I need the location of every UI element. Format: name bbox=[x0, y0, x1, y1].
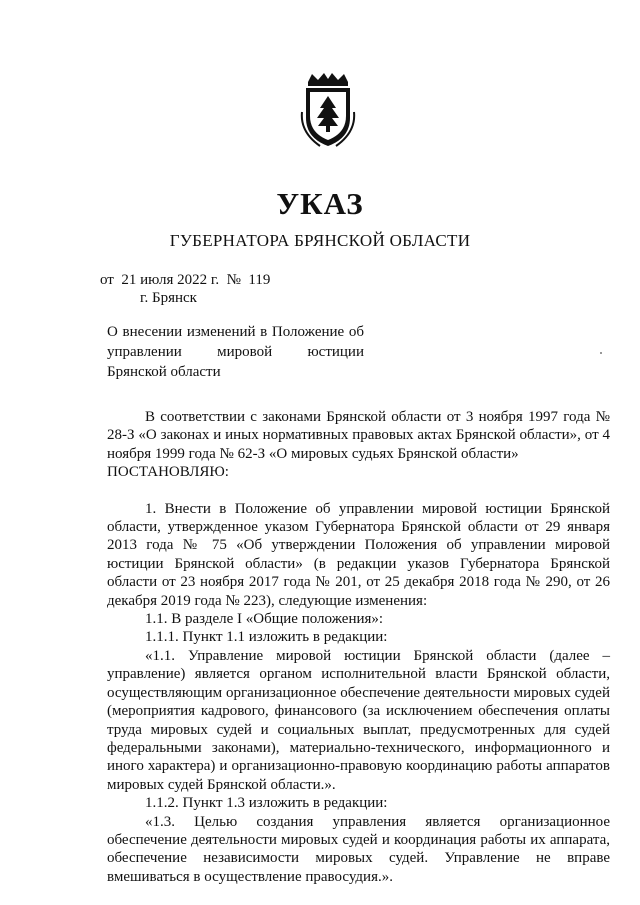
document-title: УКАЗ bbox=[276, 186, 364, 221]
preamble-paragraph: В соответствии с законами Брянской области от 3 ноября 1997 года № 28-З «О законах и иных нормативных правовых актах Брянской области», от 4 ноября 1999 года № 62-З «О мировых судьях Брянской области» bbox=[107, 409, 610, 462]
paragraph-1: 1. Внести в Положение об управлении мировой юстиции Брянской области, утвержденное указом Губернатора Брянской области от 29 января 2013 года № 75 «Об утверждении Положения об управлении мировой юстиции Брянской области» (в редакции указов Губернатора Брянской области от 23 ноября 2017 года № 201, от 25 декабря 2018 года № 290, от 26 декабря 2019 года № 223), следующие изменения: bbox=[107, 500, 610, 609]
coat-of-arms-icon bbox=[298, 72, 358, 150]
quote-1-3: «1.3. Целью создания управления является организационное обеспечение деятельности мировых судей и координация работы их аппарата, обеспечение независимости мировых судей. Управление не вправе вмешиваться в осуществление правосудия.». bbox=[107, 813, 610, 885]
quote-1-1: «1.1. Управление мировой юстиции Брянской области (далее – управление) является органом исполнительной власти Брянской области, осуществляющим организационное обеспечение деятельности мировых судей (мероприятия кадрового, финансового (за исключением обеспечения оплаты труда мировых судей и социальных выплат, предусмотренных для судей федеральными законами), материально-технического, информационного и иного характера) и организационно-правовую координацию работы аппаратов мировых судей Брянской области.». bbox=[107, 647, 610, 793]
document-city: г. Брянск bbox=[140, 290, 197, 306]
scan-speck bbox=[600, 352, 602, 354]
document-date-number: от 21 июля 2022 г. № 119 bbox=[100, 272, 271, 288]
decree-word: ПОСТАНОВЛЯЮ: bbox=[107, 464, 229, 481]
paragraph-1-1: 1.1. В разделе I «Общие положения»: bbox=[145, 611, 384, 628]
document-subject: О внесении изменений в Положение об управлении мировой юстиции Брянской области bbox=[107, 324, 364, 380]
coat-of-arms-graphic bbox=[298, 72, 358, 150]
paragraph-1-1-2: 1.1.2. Пункт 1.3 изложить в редакции: bbox=[145, 795, 388, 812]
document-body bbox=[107, 408, 610, 886]
paragraph-1-1-1: 1.1.1. Пункт 1.1 изложить в редакции: bbox=[145, 629, 388, 646]
document-subtitle: ГУБЕРНАТОРА БРЯНСКОЙ ОБЛАСТИ bbox=[169, 231, 471, 250]
